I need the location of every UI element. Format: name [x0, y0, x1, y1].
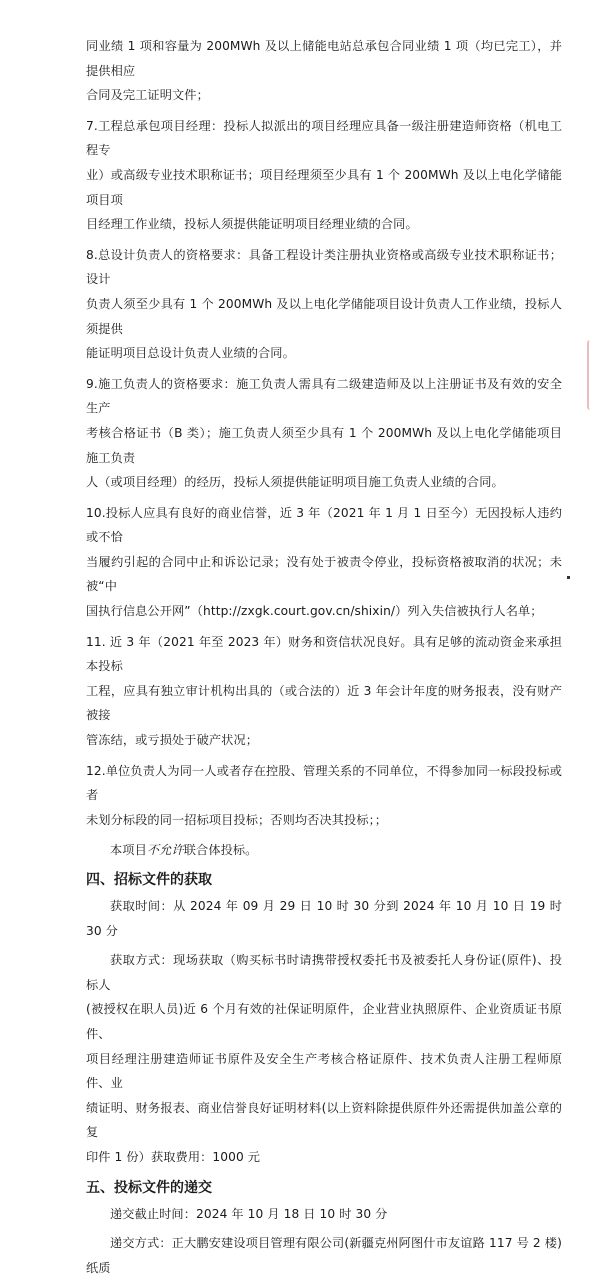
- text-line: 7.工程总承包项目经理：投标人拟派出的项目经理应具备一级注册建造师资格（机电工程专: [86, 118, 562, 158]
- text-line: 11. 近 3 年（2021 年至 2023 年）财务和资信状况良好。具有足够的流动资金来承担本投标: [86, 634, 562, 674]
- paragraph-obtain-time: 获取时间：从 2024 年 09 月 29 日 10 时 30 分到 2024 年 10 月 10 日 19 时 30 分: [86, 899, 562, 938]
- text-line: 项目经理注册建造师证书原件及安全生产考核合格证原件、技术负责人注册工程师原件、业: [86, 1051, 562, 1091]
- text-line: 能证明项目总设计负责人业绩的合同。: [86, 346, 295, 361]
- consortium-text-pre: 本项目: [110, 843, 147, 858]
- text-line: 绩证明、财务报表、商业信誉良好证明材料(以上资料除提供原件外还需提供加盖公章的复: [86, 1100, 562, 1140]
- text-line: 8.总设计负责人的资格要求：具备工程设计类注册执业资格或高级专业技术职称证书；设计: [86, 247, 562, 287]
- text-line: 负责人须至少具有 1 个 200MWh 及以上电化学储能项目设计负责人工作业绩，投标人须提供: [86, 296, 562, 336]
- paragraph-performance-continued: [86, 34, 562, 108]
- text-line: (被授权在职人员)近 6 个月有效的社保证明原件，企业营业执照原件、企业资质证书原件、: [86, 1002, 562, 1041]
- text-line: 9.施工负责人的资格要求：施工负责人需具有二级建造师及以上注册证书及有效的安全生产: [86, 376, 562, 416]
- text-line: 印件 1 份）获取费用：1000 元: [86, 1149, 261, 1164]
- paragraph-item-10-reputation: [86, 501, 562, 624]
- section-heading-submit-bids: 五、投标文件的递交: [86, 1179, 212, 1196]
- seal-stamp-edge: [587, 340, 599, 410]
- paragraph-obtain-method: [86, 948, 562, 1169]
- paragraph-submit-method: 递交方式：正大鹏安建设项目管理有限公司(新疆克州阿图什市友谊路 117 号 2 楼)纸质: [86, 1236, 562, 1275]
- paragraph-item-12-related-units: [86, 759, 562, 833]
- text-line: 管冻结，或亏损处于破产状况；: [86, 733, 259, 748]
- text-line: 12.单位负责人为同一人或者存在控股、管理关系的不同单位，不得参加同一标段投标或者: [86, 763, 562, 803]
- paragraph-item-11-finance: [86, 630, 562, 753]
- text-line: 工程，应具有独立审计机构出具的（或合法的）近 3 年会计年度的财务报表，没有财产被接: [86, 683, 562, 723]
- text-line: 同业绩 1 项和容量为 200MWh 及以上储能电站总承包合同业绩 1 项（均已完工），并提供相应: [86, 39, 562, 78]
- paragraph-consortium: [86, 838, 562, 863]
- document-body: [86, 34, 562, 1285]
- consortium-emphasis: 不允许: [146, 843, 184, 858]
- margin-mark: [567, 576, 570, 579]
- section-heading-obtain-documents: 四、招标文件的获取: [86, 872, 212, 888]
- text-line: 业）或高级专业技术职称证书；项目经理须至少具有 1 个 200MWh 及以上电化学储能项目项: [86, 167, 562, 207]
- paragraph-item-8-design-lead: [86, 243, 562, 366]
- text-line: 获取方式：现场获取（购买标书时请携带授权委托书及被委托人身份证(原件)、投标人: [86, 953, 562, 992]
- text-line: 目经理工作业绩，投标人须提供能证明项目经理业绩的合同。: [86, 217, 418, 232]
- paragraph-submit-deadline: 递交截止时间：2024 年 10 月 18 日 10 时 30 分: [110, 1206, 388, 1221]
- text-line: 当履约引起的合同中止和诉讼记录；没有处于被责令停业，投标资格被取消的状况；未被“中: [86, 554, 562, 594]
- text-line: 考核合格证书（B 类）；施工负责人须至少具有 1 个 200MWh 及以上电化学储能项目施工负责: [86, 425, 562, 465]
- text-line: 国执行信息公开网”（http://zxgk.court.gov.cn/shixin/）列入失信被执行人名单；: [86, 604, 543, 619]
- consortium-text-post: 联合体投标。: [183, 843, 258, 858]
- paragraph-item-9-construction-lead: [86, 372, 562, 495]
- text-line: 合同及完工证明文件；: [86, 88, 209, 103]
- text-line: 人（或项目经理）的经历，投标人须提供能证明项目施工负责人业绩的合同。: [86, 475, 504, 490]
- paragraph-item-7-project-manager: [86, 114, 562, 237]
- text-line: 10.投标人应具有良好的商业信誉，近 3 年（2021 年 1 月 1 日至今）无因投标人违约或不恰: [86, 505, 562, 545]
- text-line: 未划分标段的同一招标项目投标；否则均否决其投标；；: [86, 812, 388, 827]
